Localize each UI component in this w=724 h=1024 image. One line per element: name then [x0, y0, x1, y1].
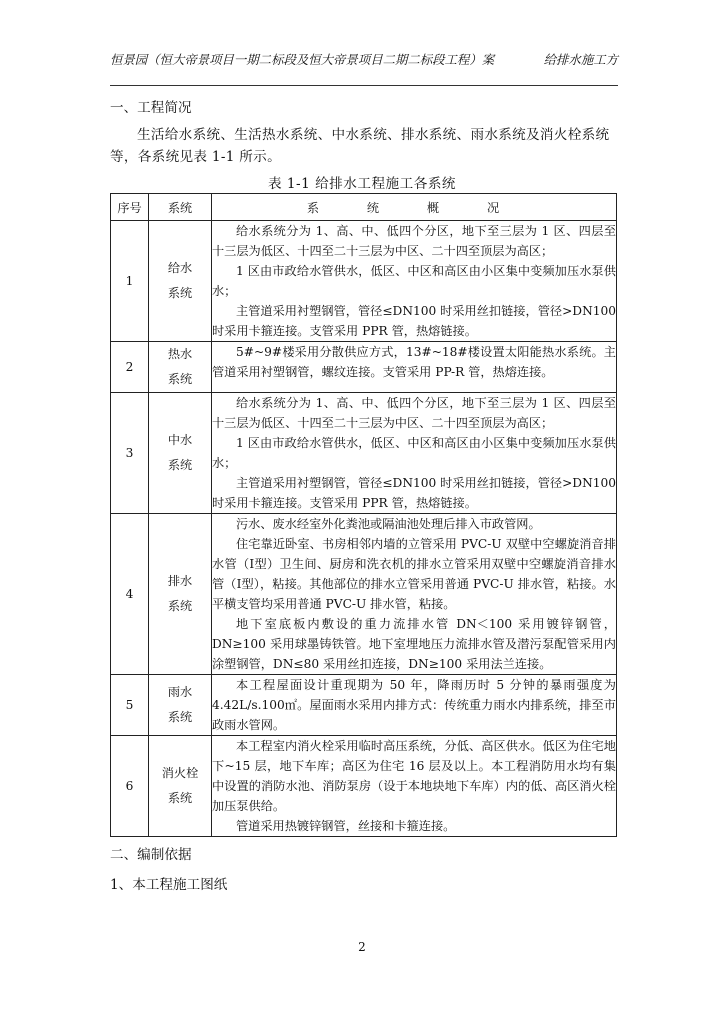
page-number: 2	[358, 940, 366, 954]
description-paragraph: 主管道采用衬塑钢管，管径≤DN100 时采用丝扣链接，管径>DN100 时采用卡箍连接。支管采用 PPR 管，热熔链接。	[212, 476, 616, 510]
description-paragraph: 地下室底板内敷设的重力流排水管 DN＜100 采用镀锌钢管，DN≥100 采用球墨铸铁管。地下室埋地压力流排水管及潜污泵配管采用内涂塑钢管，DN≤80 采用丝扣连接，DN≥100 采用法兰连接。	[212, 617, 616, 671]
system-description	[212, 393, 617, 514]
row-number: 2	[111, 342, 149, 393]
system-description	[212, 736, 617, 837]
header-overview: 系 统 概 况	[212, 194, 617, 221]
header-system: 系统	[149, 194, 212, 221]
section-heading-basis: 二、编制依据	[110, 847, 192, 863]
description-paragraph: 给水系统分为 1、高、中、低四个分区，地下至三层为 1 区、四层至十三层为低区、十四至二十三层为中区、二十四至顶层为高区；	[212, 224, 616, 258]
row-number: 4	[111, 514, 149, 675]
row-number: 5	[111, 675, 149, 736]
table-header-row	[111, 194, 617, 221]
table-row	[111, 514, 617, 675]
system-description	[212, 514, 617, 675]
table-row	[111, 736, 617, 837]
systems-table	[110, 193, 617, 837]
table-caption: 表 1-1 给排水工程施工各系统	[267, 176, 457, 192]
table-row	[111, 393, 617, 514]
description-paragraph: 本工程室内消火栓采用临时高压系统，分低、高区供水。低区为住宅地下~15 层，地下车库；高区为住宅 16 层及以上。本工程消防用水均有集中设置的消防水池、消防泵房（设于本地块地下车库）内的低、高区消火栓加压泵供给。	[212, 739, 616, 813]
row-number: 1	[111, 221, 149, 342]
header-title: 恒景园（恒大帝景项目一期二标段及恒大帝景项目二期二标段工程）案	[110, 52, 495, 67]
description-paragraph: 管道采用热镀锌钢管，丝接和卡箍连接。	[236, 819, 456, 833]
row-number: 6	[111, 736, 149, 837]
description-paragraph: 1 区由市政给水管供水，低区、中区和高区由小区集中变频加压水泵供水；	[212, 264, 616, 298]
description-paragraph: 本工程屋面设计重现期为 50 年，降雨历时 5 分钟的暴雨强度为 4.42L/s.100㎡。屋面雨水采用内排方式：传统重力雨水内排系统，排至市政雨水管网。	[212, 678, 616, 732]
header-document-type: 给排水施工方	[543, 52, 618, 67]
system-name: 中水 系统	[149, 393, 212, 514]
description-paragraph: 主管道采用衬塑钢管，管径≤DN100 时采用丝扣链接，管径>DN100 时采用卡箍连接。支管采用 PPR 管，热熔链接。	[212, 304, 616, 338]
table-row	[111, 342, 617, 393]
description-paragraph: 污水、废水经室外化粪池或隔油池处理后排入市政管网。	[236, 517, 541, 531]
section-heading-overview: 一、工程简况	[110, 100, 192, 116]
system-name: 给水 系统	[149, 221, 212, 342]
table-row	[111, 675, 617, 736]
header-no: 序号	[111, 194, 149, 221]
system-description	[212, 221, 617, 342]
description-paragraph: 5#~9#楼采用分散供应方式，13#~18#楼设置太阳能热水系统。主管道采用衬塑钢管，螺纹连接。支管采用 PP-R 管，热熔连接。	[212, 345, 616, 379]
intro-paragraph: 生活给水系统、生活热水系统、中水系统、排水系统、雨水系统及消火栓系统等，各系统见表 1-1 所示。	[110, 127, 610, 165]
row-number: 3	[111, 393, 149, 514]
system-description	[212, 675, 617, 736]
description-paragraph: 住宅靠近卧室、书房相邻内墙的立管采用 PVC-U 双壁中空螺旋消音排水管（Ⅰ型）卫生间、厨房和洗衣机的排水立管采用双壁中空螺旋消音排水管（Ⅰ型），粘接。其他部位的排水立管采用普通 PVC-U 排水管，粘接。水平横支管均采用普通 PVC-U 排水管，粘接。	[212, 537, 616, 611]
basis-item: 1、本工程施工图纸	[110, 877, 228, 893]
system-name: 雨水 系统	[149, 675, 212, 736]
header-divider	[110, 85, 618, 86]
system-name: 热水 系统	[149, 342, 212, 393]
system-name: 消火栓 系统	[149, 736, 212, 837]
table-row	[111, 221, 617, 342]
description-paragraph: 1 区由市政给水管供水，低区、中区和高区由小区集中变频加压水泵供水；	[212, 436, 616, 470]
description-paragraph: 给水系统分为 1、高、中、低四个分区，地下至三层为 1 区、四层至十三层为低区、十四至二十三层为中区、二十四至顶层为高区；	[212, 396, 616, 430]
system-name: 排水 系统	[149, 514, 212, 675]
system-description	[212, 342, 617, 393]
